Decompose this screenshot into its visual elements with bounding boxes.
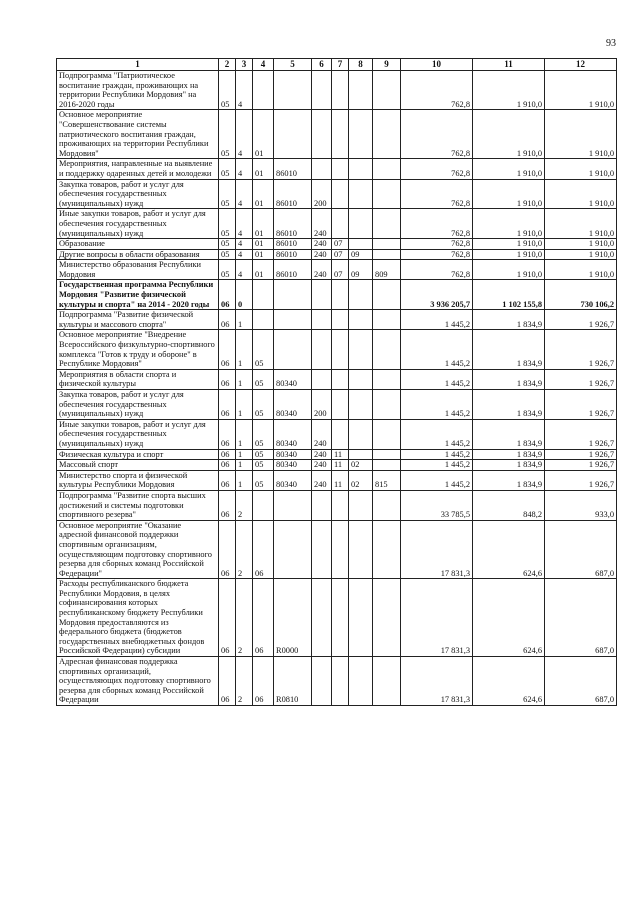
code-cell — [332, 159, 349, 179]
row-name-cell: Мероприятия, направленные на выявление и поддержку одаренных детей и молодежи — [57, 159, 219, 179]
amount-cell: 1 926,7 — [545, 470, 617, 490]
code-cell — [373, 209, 401, 239]
code-cell: R0810 — [274, 657, 312, 706]
code-cell: 240 — [312, 239, 332, 250]
code-cell — [349, 239, 373, 250]
table-row — [57, 490, 617, 520]
table-row — [57, 179, 617, 209]
code-cell: 2 — [236, 579, 253, 657]
amount-cell: 1 445,2 — [401, 310, 473, 330]
code-cell: 80340 — [274, 449, 312, 460]
code-cell: 1 — [236, 419, 253, 449]
code-cell — [332, 310, 349, 330]
code-cell — [373, 657, 401, 706]
amount-cell: 1 910,0 — [473, 209, 545, 239]
code-cell — [373, 71, 401, 110]
row-name-cell: Подпрограмма "Развитие физической культуры и массового спорта" — [57, 310, 219, 330]
code-cell — [312, 159, 332, 179]
code-cell: 815 — [373, 470, 401, 490]
amount-cell: 1 834,9 — [473, 330, 545, 369]
code-cell — [312, 579, 332, 657]
code-cell: 05 — [253, 449, 274, 460]
code-cell: 2 — [236, 490, 253, 520]
code-cell — [349, 330, 373, 369]
code-cell: 06 — [253, 520, 274, 579]
code-cell: 4 — [236, 260, 253, 280]
amount-cell: 1 910,0 — [545, 179, 617, 209]
code-cell — [349, 159, 373, 179]
row-name-cell: Основное мероприятие "Оказание адресной финансовой поддержки спортивным организациям, осуществляющим подготовку спортивного резерва для сборных команд Российской Федерации" — [57, 520, 219, 579]
code-cell — [349, 520, 373, 579]
code-cell — [274, 310, 312, 330]
code-cell: 80340 — [274, 369, 312, 389]
code-cell — [373, 310, 401, 330]
amount-cell: 848,2 — [473, 490, 545, 520]
table-row — [57, 71, 617, 110]
table-row — [57, 449, 617, 460]
code-cell — [312, 71, 332, 110]
code-cell — [312, 330, 332, 369]
code-cell: 2 — [236, 657, 253, 706]
row-name-cell: Другие вопросы в области образования — [57, 249, 219, 260]
row-name-cell: Иные закупки товаров, работ и услуг для обеспечения государственных (муниципальных) нужд — [57, 209, 219, 239]
amount-cell: 1 910,0 — [545, 209, 617, 239]
code-cell — [253, 71, 274, 110]
code-cell — [274, 280, 312, 310]
row-name-cell: Подпрограмма "Патриотическое воспитание граждан, проживающих на территории Республики Мордовия" на 2016-2020 годы — [57, 71, 219, 110]
amount-cell: 1 910,0 — [545, 71, 617, 110]
amount-cell: 1 834,9 — [473, 310, 545, 330]
amount-cell: 17 831,3 — [401, 579, 473, 657]
amount-cell: 1 445,2 — [401, 460, 473, 471]
amount-cell: 1 445,2 — [401, 419, 473, 449]
code-cell: 05 — [219, 260, 236, 280]
code-cell: 1 — [236, 330, 253, 369]
code-cell: 200 — [312, 179, 332, 209]
code-cell: 4 — [236, 249, 253, 260]
amount-cell: 762,8 — [401, 209, 473, 239]
code-cell: 11 — [332, 460, 349, 471]
code-cell — [332, 209, 349, 239]
code-cell: 86010 — [274, 260, 312, 280]
code-cell: 1 — [236, 369, 253, 389]
code-cell: 240 — [312, 460, 332, 471]
code-cell: 2 — [236, 520, 253, 579]
amount-cell: 1 926,7 — [545, 460, 617, 471]
amount-cell: 17 831,3 — [401, 520, 473, 579]
table-row — [57, 239, 617, 250]
amount-cell: 762,8 — [401, 239, 473, 250]
amount-cell: 933,0 — [545, 490, 617, 520]
table-row — [57, 209, 617, 239]
amount-cell: 1 910,0 — [473, 239, 545, 250]
amount-cell: 687,0 — [545, 579, 617, 657]
column-header-8: 8 — [349, 59, 373, 71]
code-cell: 06 — [219, 490, 236, 520]
code-cell: 1 — [236, 460, 253, 471]
code-cell: 06 — [219, 280, 236, 310]
amount-cell: 762,8 — [401, 159, 473, 179]
amount-cell: 1 834,9 — [473, 470, 545, 490]
code-cell: 4 — [236, 71, 253, 110]
amount-cell: 1 910,0 — [473, 159, 545, 179]
column-header-6: 6 — [312, 59, 332, 71]
row-name-cell: Адресная финансовая поддержка спортивных организаций, осуществляющих подготовку спортивного резерва для сборных команд Российской Федерации — [57, 657, 219, 706]
code-cell: 01 — [253, 249, 274, 260]
table-row — [57, 419, 617, 449]
column-header-11: 11 — [473, 59, 545, 71]
amount-cell: 17 831,3 — [401, 657, 473, 706]
row-name-cell: Закупка товаров, работ и услуг для обеспечения государственных (муниципальных) нужд — [57, 179, 219, 209]
code-cell: 05 — [219, 159, 236, 179]
code-cell — [349, 179, 373, 209]
code-cell: 06 — [253, 579, 274, 657]
code-cell — [332, 71, 349, 110]
code-cell: 86010 — [274, 179, 312, 209]
code-cell — [373, 179, 401, 209]
code-cell: 4 — [236, 159, 253, 179]
code-cell: 09 — [349, 260, 373, 280]
code-cell — [332, 390, 349, 420]
code-cell: 05 — [253, 390, 274, 420]
code-cell — [332, 110, 349, 159]
amount-cell: 1 445,2 — [401, 369, 473, 389]
table-row — [57, 249, 617, 260]
code-cell — [274, 490, 312, 520]
amount-cell: 1 910,0 — [473, 249, 545, 260]
code-cell: 06 — [219, 390, 236, 420]
amount-cell: 1 910,0 — [545, 239, 617, 250]
code-cell: 240 — [312, 209, 332, 239]
amount-cell: 1 926,7 — [545, 369, 617, 389]
amount-cell: 762,8 — [401, 179, 473, 209]
code-cell — [349, 110, 373, 159]
code-cell — [349, 657, 373, 706]
column-header-1: 1 — [57, 59, 219, 71]
code-cell: 11 — [332, 470, 349, 490]
code-cell: 02 — [349, 460, 373, 471]
code-cell: 01 — [253, 110, 274, 159]
code-cell — [332, 419, 349, 449]
code-cell — [373, 419, 401, 449]
code-cell: 06 — [219, 460, 236, 471]
row-name-cell: Физическая культура и спорт — [57, 449, 219, 460]
table-row — [57, 110, 617, 159]
code-cell — [373, 520, 401, 579]
code-cell — [373, 449, 401, 460]
row-name-cell: Подпрограмма "Развитие спорта высших достижений и системы подготовки спортивного резерва" — [57, 490, 219, 520]
code-cell: 80340 — [274, 419, 312, 449]
code-cell: 07 — [332, 239, 349, 250]
code-cell: 1 — [236, 390, 253, 420]
table-row — [57, 460, 617, 471]
code-cell — [332, 520, 349, 579]
code-cell: 05 — [219, 110, 236, 159]
row-name-cell: Массовый спорт — [57, 460, 219, 471]
amount-cell: 1 445,2 — [401, 470, 473, 490]
code-cell — [373, 280, 401, 310]
code-cell — [349, 209, 373, 239]
code-cell: 01 — [253, 179, 274, 209]
row-name-cell: Министерство спорта и физической культуры Республики Мордовия — [57, 470, 219, 490]
code-cell: 240 — [312, 249, 332, 260]
code-cell — [373, 110, 401, 159]
code-cell — [312, 110, 332, 159]
code-cell — [312, 369, 332, 389]
amount-cell: 1 102 155,8 — [473, 280, 545, 310]
code-cell: 80340 — [274, 390, 312, 420]
code-cell: 06 — [219, 369, 236, 389]
code-cell — [253, 280, 274, 310]
code-cell: 05 — [219, 179, 236, 209]
row-name-cell: Основное мероприятие "Совершенствование системы патриотического воспитания граждан, проживающих на территории Республики Мордовия" — [57, 110, 219, 159]
code-cell — [312, 310, 332, 330]
column-header-5: 5 — [274, 59, 312, 71]
code-cell: 01 — [253, 239, 274, 250]
code-cell: R0000 — [274, 579, 312, 657]
code-cell — [373, 239, 401, 250]
code-cell: 06 — [219, 579, 236, 657]
code-cell: 05 — [219, 209, 236, 239]
amount-cell: 1 926,7 — [545, 330, 617, 369]
amount-cell: 1 834,9 — [473, 390, 545, 420]
column-header-4: 4 — [253, 59, 274, 71]
code-cell — [349, 449, 373, 460]
amount-cell: 1 926,7 — [545, 310, 617, 330]
code-cell: 05 — [253, 470, 274, 490]
amount-cell: 1 445,2 — [401, 390, 473, 420]
code-cell: 06 — [219, 520, 236, 579]
amount-cell: 1 926,7 — [545, 449, 617, 460]
amount-cell: 762,8 — [401, 110, 473, 159]
code-cell — [349, 390, 373, 420]
code-cell — [274, 520, 312, 579]
code-cell: 86010 — [274, 249, 312, 260]
code-cell: 07 — [332, 249, 349, 260]
amount-cell: 1 926,7 — [545, 419, 617, 449]
amount-cell: 1 910,0 — [473, 110, 545, 159]
table-row — [57, 280, 617, 310]
amount-cell: 1 834,9 — [473, 419, 545, 449]
code-cell: 06 — [219, 419, 236, 449]
row-name-cell: Закупка товаров, работ и услуг для обеспечения государственных (муниципальных) нужд — [57, 390, 219, 420]
table-row — [57, 390, 617, 420]
code-cell — [253, 490, 274, 520]
code-cell — [332, 657, 349, 706]
amount-cell: 1 910,0 — [545, 110, 617, 159]
code-cell — [332, 490, 349, 520]
code-cell — [373, 159, 401, 179]
table-body — [57, 71, 617, 706]
column-header-3: 3 — [236, 59, 253, 71]
row-name-cell: Государственная программа Республики Мордовия "Развитие физической культуры и спорта" на 2014 - 2020 годы — [57, 280, 219, 310]
row-name-cell: Министерство образования Республики Мордовия — [57, 260, 219, 280]
code-cell: 01 — [253, 260, 274, 280]
table-row — [57, 330, 617, 369]
code-cell: 1 — [236, 449, 253, 460]
column-header-2: 2 — [219, 59, 236, 71]
code-cell: 06 — [219, 470, 236, 490]
amount-cell: 1 834,9 — [473, 460, 545, 471]
amount-cell: 1 910,0 — [473, 71, 545, 110]
code-cell: 01 — [253, 159, 274, 179]
table-row — [57, 657, 617, 706]
table-row — [57, 579, 617, 657]
row-name-cell: Иные закупки товаров, работ и услуг для обеспечения государственных (муниципальных) нужд — [57, 419, 219, 449]
amount-cell: 687,0 — [545, 657, 617, 706]
amount-cell: 762,8 — [401, 260, 473, 280]
code-cell: 4 — [236, 110, 253, 159]
code-cell: 240 — [312, 449, 332, 460]
amount-cell: 1 910,0 — [545, 159, 617, 179]
code-cell — [349, 310, 373, 330]
amount-cell: 730 106,2 — [545, 280, 617, 310]
code-cell — [332, 179, 349, 209]
code-cell: 06 — [253, 657, 274, 706]
code-cell: 240 — [312, 470, 332, 490]
table-row — [57, 159, 617, 179]
amount-cell: 762,8 — [401, 249, 473, 260]
column-header-10: 10 — [401, 59, 473, 71]
code-cell: 05 — [253, 369, 274, 389]
table-row — [57, 520, 617, 579]
row-name-cell: Мероприятия в области спорта и физической культуры — [57, 369, 219, 389]
code-cell — [312, 490, 332, 520]
code-cell: 07 — [332, 260, 349, 280]
code-cell: 200 — [312, 390, 332, 420]
code-cell: 4 — [236, 179, 253, 209]
code-cell: 09 — [349, 249, 373, 260]
code-cell: 86010 — [274, 209, 312, 239]
code-cell — [349, 419, 373, 449]
code-cell: 05 — [253, 419, 274, 449]
code-cell: 4 — [236, 209, 253, 239]
page-number: 93 — [606, 38, 616, 49]
code-cell: 86010 — [274, 159, 312, 179]
row-name-cell: Расходы республиканского бюджета Республики Мордовия, в целях софинансирования которых республиканскому бюджету Республики Мордовия предоставляются из федерального бюджета (бюджетов государственных внебюджетных фондов Российской Федерации) субсидии — [57, 579, 219, 657]
code-cell — [312, 657, 332, 706]
table-row — [57, 260, 617, 280]
code-cell — [332, 369, 349, 389]
amount-cell: 1 834,9 — [473, 449, 545, 460]
code-cell — [349, 490, 373, 520]
code-cell: 06 — [219, 330, 236, 369]
amount-cell: 1 445,2 — [401, 449, 473, 460]
amount-cell: 1 910,0 — [545, 249, 617, 260]
code-cell: 06 — [219, 310, 236, 330]
row-name-cell: Образование — [57, 239, 219, 250]
code-cell — [373, 369, 401, 389]
code-cell: 06 — [219, 657, 236, 706]
code-cell: 11 — [332, 449, 349, 460]
amount-cell: 762,8 — [401, 71, 473, 110]
code-cell: 1 — [236, 310, 253, 330]
amount-cell: 1 910,0 — [473, 179, 545, 209]
code-cell: 80340 — [274, 460, 312, 471]
column-header-9: 9 — [373, 59, 401, 71]
row-name-cell: Основное мероприятие "Внедрение Всероссийского физкультурно-спортивного комплекса "Готов к труду и обороне" в Республике Мордовия" — [57, 330, 219, 369]
table-header-row — [57, 59, 617, 71]
code-cell: 86010 — [274, 239, 312, 250]
code-cell — [373, 490, 401, 520]
code-cell — [373, 390, 401, 420]
code-cell: 01 — [253, 209, 274, 239]
code-cell — [274, 71, 312, 110]
code-cell — [274, 110, 312, 159]
column-header-12: 12 — [545, 59, 617, 71]
table-row — [57, 310, 617, 330]
code-cell: 240 — [312, 260, 332, 280]
amount-cell: 1 910,0 — [473, 260, 545, 280]
code-cell: 05 — [253, 460, 274, 471]
table-row — [57, 369, 617, 389]
code-cell — [332, 579, 349, 657]
amount-cell: 624,6 — [473, 657, 545, 706]
amount-cell: 33 785,5 — [401, 490, 473, 520]
code-cell: 05 — [219, 249, 236, 260]
amount-cell: 3 936 205,7 — [401, 280, 473, 310]
column-header-7: 7 — [332, 59, 349, 71]
code-cell: 4 — [236, 239, 253, 250]
code-cell — [349, 71, 373, 110]
code-cell — [349, 579, 373, 657]
code-cell: 0 — [236, 280, 253, 310]
code-cell — [312, 520, 332, 579]
code-cell — [373, 249, 401, 260]
code-cell — [373, 460, 401, 471]
code-cell: 05 — [253, 330, 274, 369]
code-cell: 05 — [219, 239, 236, 250]
table-row — [57, 470, 617, 490]
code-cell: 02 — [349, 470, 373, 490]
code-cell: 809 — [373, 260, 401, 280]
code-cell — [274, 330, 312, 369]
code-cell — [312, 280, 332, 310]
amount-cell: 1 926,7 — [545, 390, 617, 420]
code-cell — [332, 280, 349, 310]
code-cell: 05 — [219, 71, 236, 110]
amount-cell: 624,6 — [473, 520, 545, 579]
budget-table — [56, 58, 617, 706]
code-cell — [349, 280, 373, 310]
amount-cell: 1 445,2 — [401, 330, 473, 369]
amount-cell: 1 910,0 — [545, 260, 617, 280]
code-cell — [373, 579, 401, 657]
amount-cell: 687,0 — [545, 520, 617, 579]
code-cell: 1 — [236, 470, 253, 490]
code-cell — [332, 330, 349, 369]
code-cell — [253, 310, 274, 330]
amount-cell: 624,6 — [473, 579, 545, 657]
code-cell — [349, 369, 373, 389]
code-cell — [373, 330, 401, 369]
code-cell: 240 — [312, 419, 332, 449]
code-cell: 06 — [219, 449, 236, 460]
amount-cell: 1 834,9 — [473, 369, 545, 389]
code-cell: 80340 — [274, 470, 312, 490]
